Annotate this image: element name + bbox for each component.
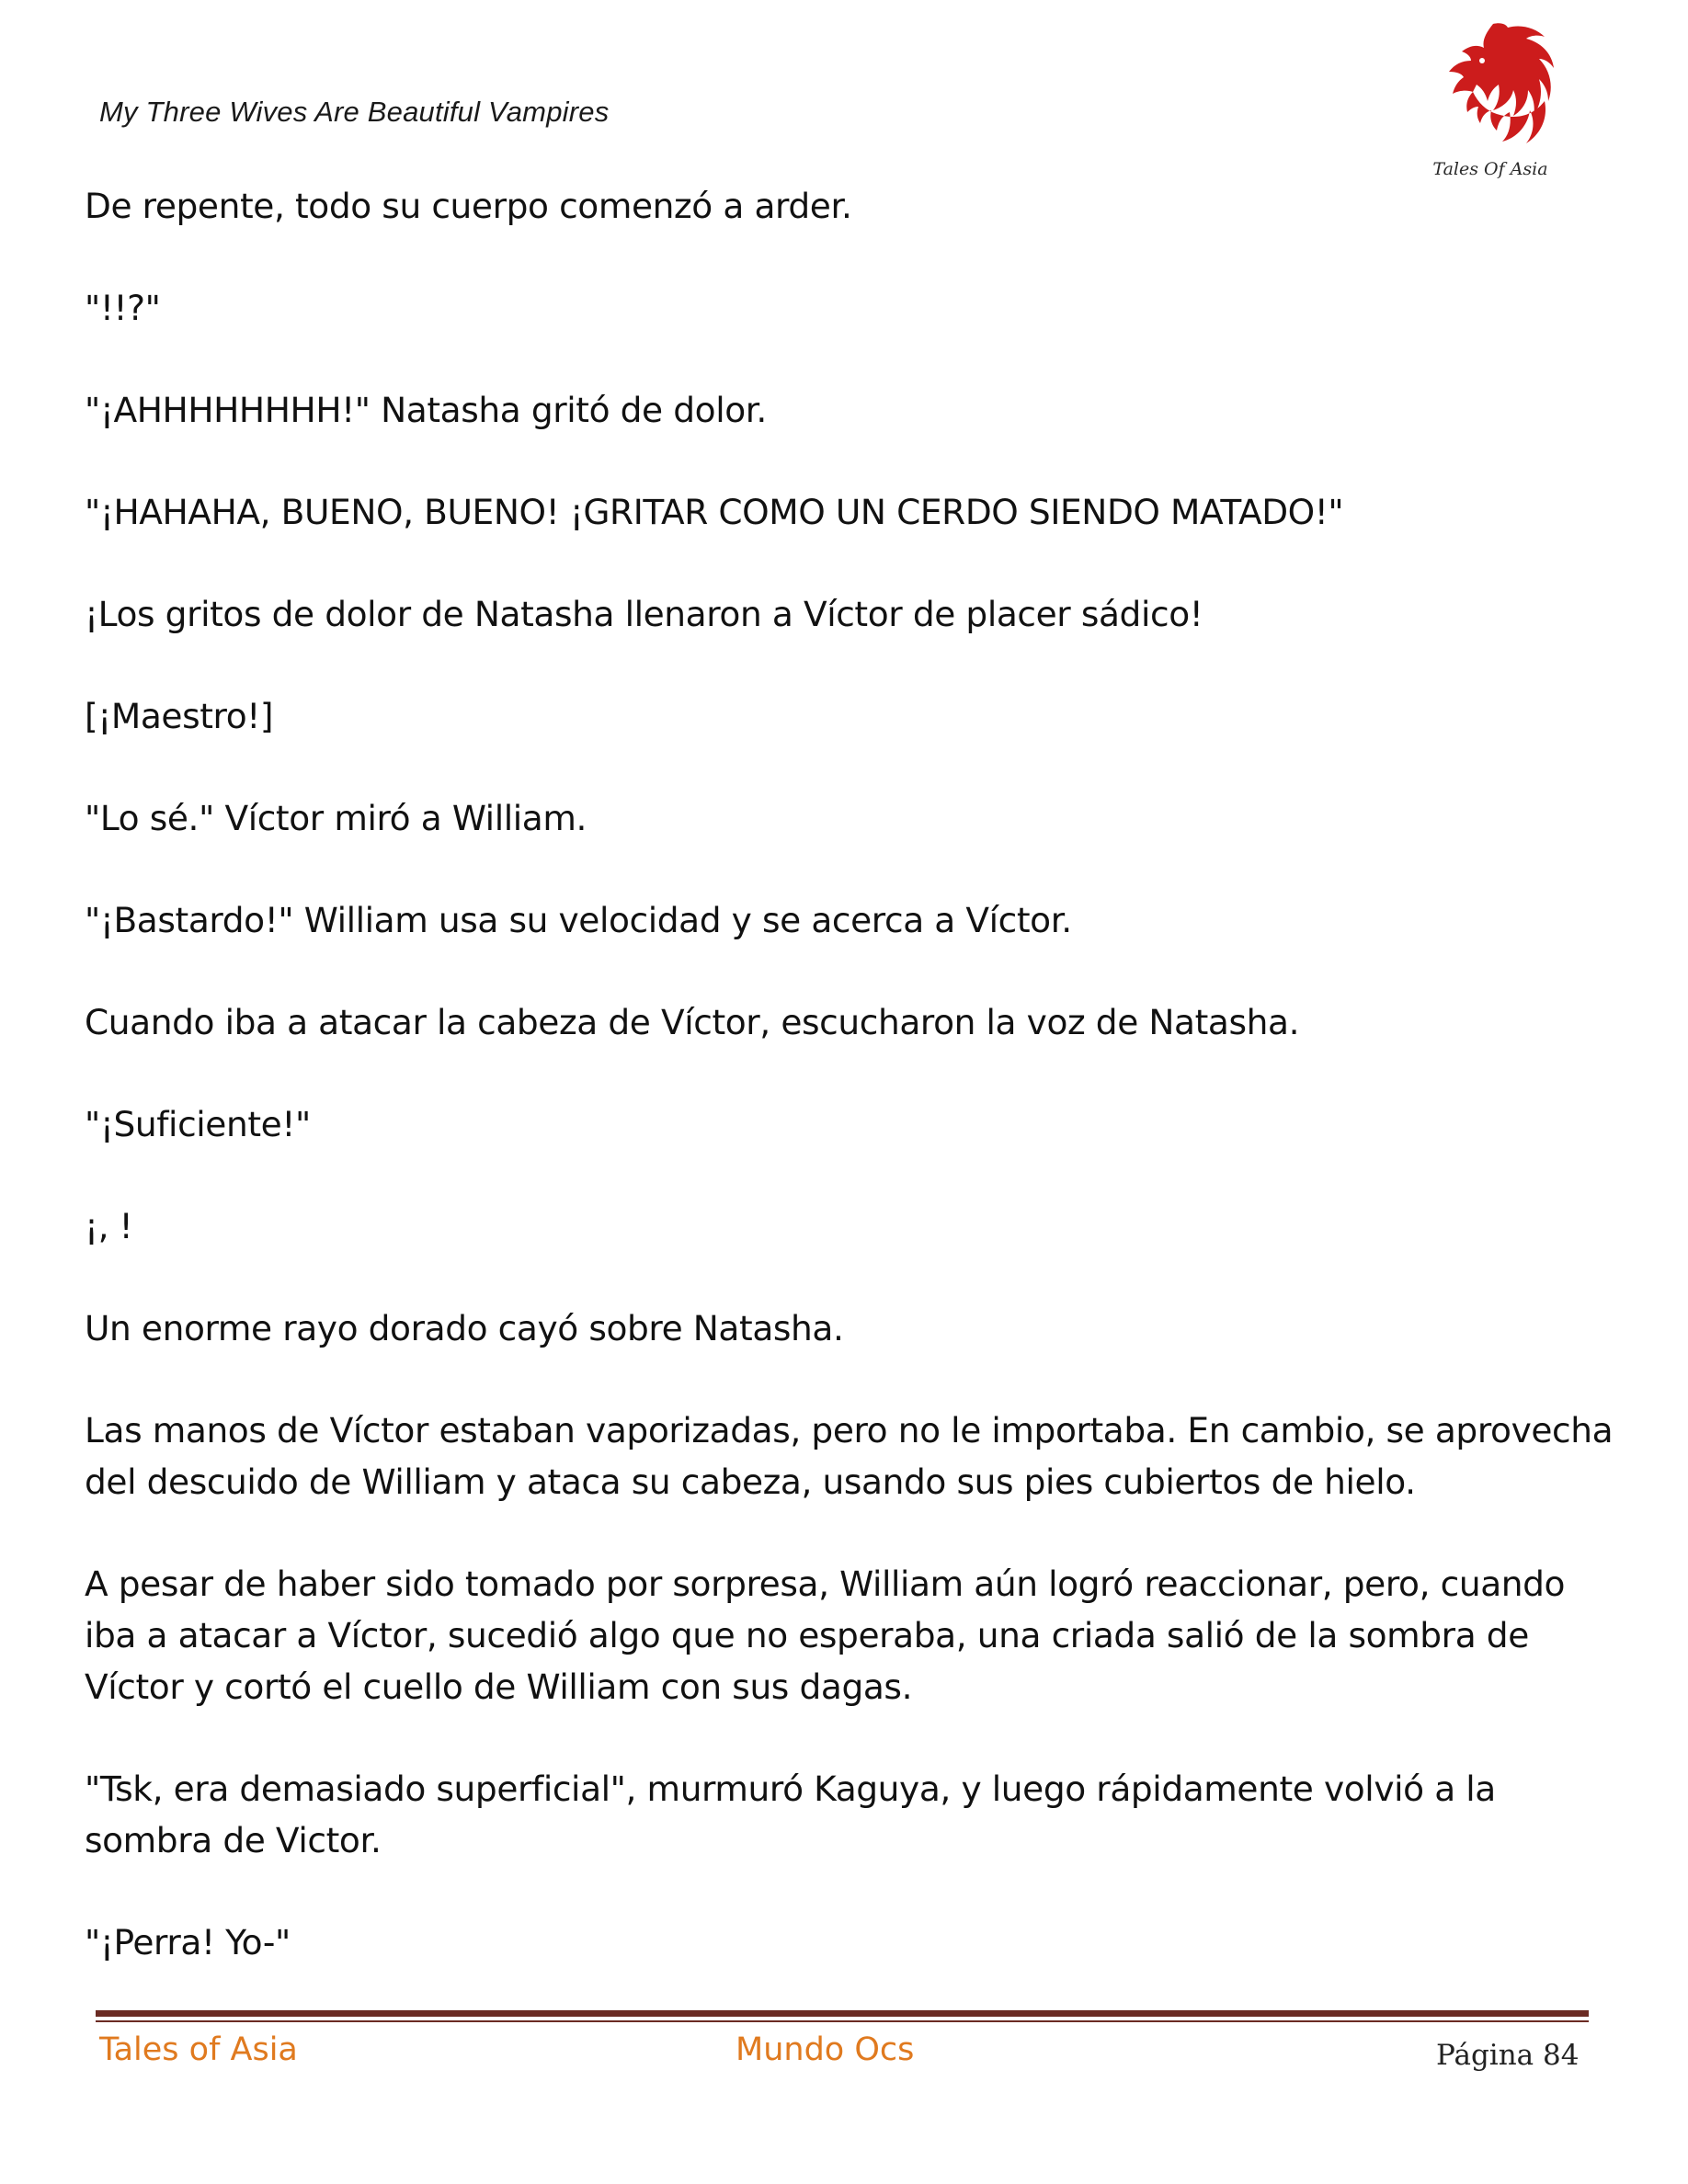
footer-section: Mundo Ocs [736, 2031, 915, 2068]
document-header-title: My Three Wives Are Beautiful Vampires [99, 96, 610, 128]
body-paragraph: Cuando iba a atacar la cabeza de Víctor, escucharon la voz de Natasha. [85, 1002, 1300, 1042]
body-paragraph: Las manos de Víctor estaban vaporizadas, pero no le importaba. En cambio, se aprovecha del descuido de William y ataca su cabeza, usando sus pies cubiertos de hielo. [85, 1410, 1614, 1502]
body-paragraph: ¡Los gritos de dolor de Natasha llenaron a Víctor de placer sádico! [85, 594, 1203, 634]
body-paragraph: "¡Suficiente!" [85, 1104, 311, 1144]
body-paragraph: [¡Maestro!] [85, 696, 274, 736]
page-number: Página 84 [1436, 2039, 1580, 2072]
body-paragraph: ¡, ! [85, 1206, 133, 1246]
logo-text: Tales Of Asia [1432, 159, 1548, 179]
body-paragraph: De repente, todo su cuerpo comenzó a arder. [85, 186, 852, 226]
footer-publisher: Tales of Asia [99, 2031, 298, 2068]
body-paragraph: "Lo sé." Víctor miró a William. [85, 798, 587, 838]
chapter-body [85, 180, 1620, 2019]
body-paragraph: A pesar de haber sido tomado por sorpresa, William aún logró reaccionar, pero, cuando iba a atacar a Víctor, sucedió algo que no esperaba, una criada salió de la sombra de Víctor y cortó el cuello de William con sus dagas. [85, 1564, 1566, 1707]
body-paragraph: "¡AHHHHHHHH!" Natasha gritó de dolor. [85, 390, 767, 430]
footer-divider-thick [96, 2010, 1589, 2017]
body-paragraph: Un enorme rayo dorado cayó sobre Natasha. [85, 1308, 844, 1348]
body-paragraph: "Tsk, era demasiado superficial", murmuró Kaguya, y luego rápidamente volvió a la sombra de Victor. [85, 1769, 1496, 1860]
body-paragraph: "¡HAHAHA, BUENO, BUENO! ¡GRITAR COMO UN CERDO SIENDO MATADO!" [85, 492, 1344, 532]
body-paragraph: "¡Perra! Yo-" [85, 1922, 291, 1962]
red-dragon-icon [1421, 20, 1559, 182]
body-paragraph: "!!?" [85, 288, 161, 328]
footer-divider-thin [96, 2020, 1589, 2022]
body-paragraph: "¡Bastardo!" William usa su velocidad y se acerca a Víctor. [85, 900, 1072, 940]
footer-divider [96, 2010, 1589, 2023]
